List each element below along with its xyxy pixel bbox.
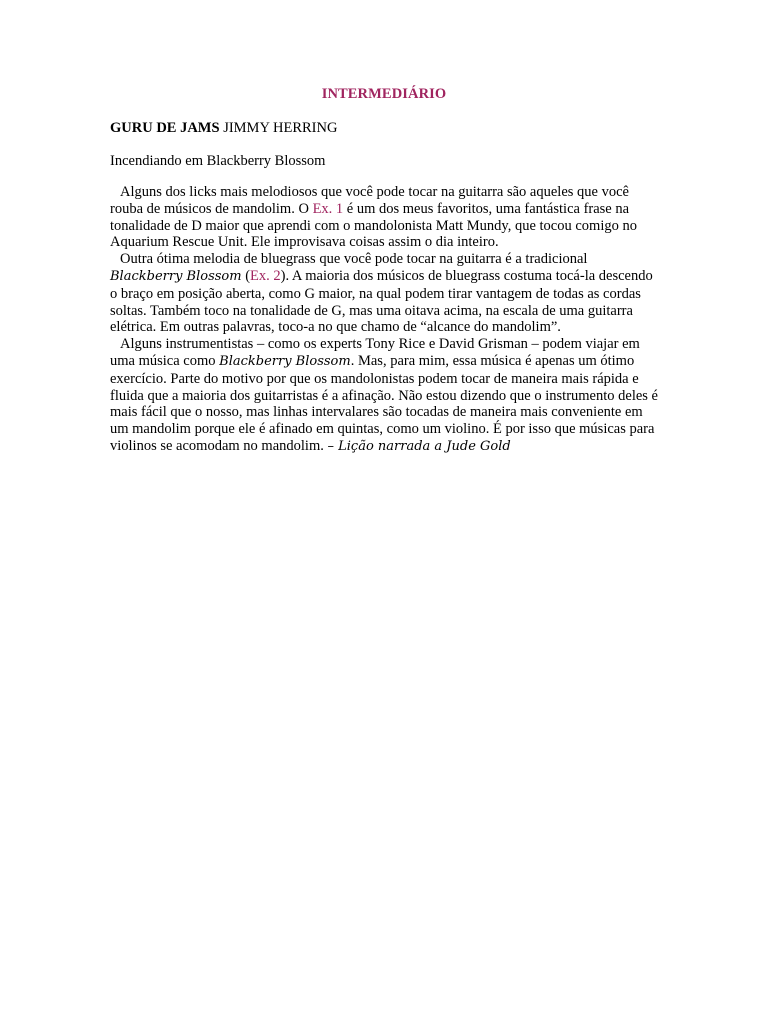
paragraph-text: é um dos meus favoritos, uma fantástica frase na tonalidade de D maior que aprendi com o mandolonista Matt Mundy, que tocou comigo no Aquarium Rescue Unit. Ele improvisava coisas assim o dia inteiro. — [110, 200, 637, 251]
paragraph-text: Alguns dos licks mais melodiosos que você pode tocar na guitarra são aqueles que você rouba de músicos de mandolim. O — [110, 184, 629, 217]
song-title: Blackberry Blossom — [219, 353, 351, 369]
column-byline — [110, 118, 658, 138]
author-credit: – Lição narrada a Jude Gold — [327, 438, 511, 454]
paragraph-text: Outra ótima melodia de bluegrass que você pode tocar na guitarra é a tradicional — [120, 251, 588, 268]
paragraph-3 — [110, 336, 658, 456]
example-1-link[interactable]: Ex. 1 — [312, 200, 344, 217]
paragraph-text: ( — [241, 267, 251, 284]
paragraph-1 — [110, 184, 658, 251]
artist-name: JIMMY HERRING — [223, 120, 338, 136]
paragraph-2 — [110, 251, 658, 336]
article-page — [110, 84, 658, 456]
example-2-link[interactable]: Ex. 2 — [250, 267, 281, 284]
article-body — [110, 184, 658, 456]
paragraph-text: . Mas, para mim, essa música é apenas um ótimo exercício. Parte do motivo por que os mandolonistas podem tocar de maneira mais rápida e fluida que a maioria dos guitarristas é a afinação. Não estou dizendo que o instrumento deles é mais fácil que o nosso, mas linhas intervalares são tocadas de maneira mais conveniente em um mandolim porque ele é afinado em quintas, como um violino. É por isso que músicas para violinos se acomodam no mandolim. — [110, 352, 658, 454]
article-subtitle: Incendiando em Blackberry Blossom — [110, 153, 326, 169]
song-title: Blackberry Blossom — [110, 268, 242, 284]
paragraph-text: Alguns instrumentistas – como os experts Tony Rice e David Grisman – podem viajar em uma música como — [110, 336, 640, 369]
paragraph-text: ). A maioria dos músicos de bluegrass costuma tocá-la descendo o braço em posição aberta, como G maior, na qual podem tirar vantagem de todas as cordas soltas. Também toco na tonalidade de G, mas uma oitava acima, na escala de uma guitarra elétrica. Em outras palavras, toco-a no que chamo de “alcance do mandolim”. — [110, 267, 653, 336]
section-label: INTERMEDIÁRIO — [321, 86, 447, 102]
column-name: GURU DE JAMS — [110, 120, 220, 136]
